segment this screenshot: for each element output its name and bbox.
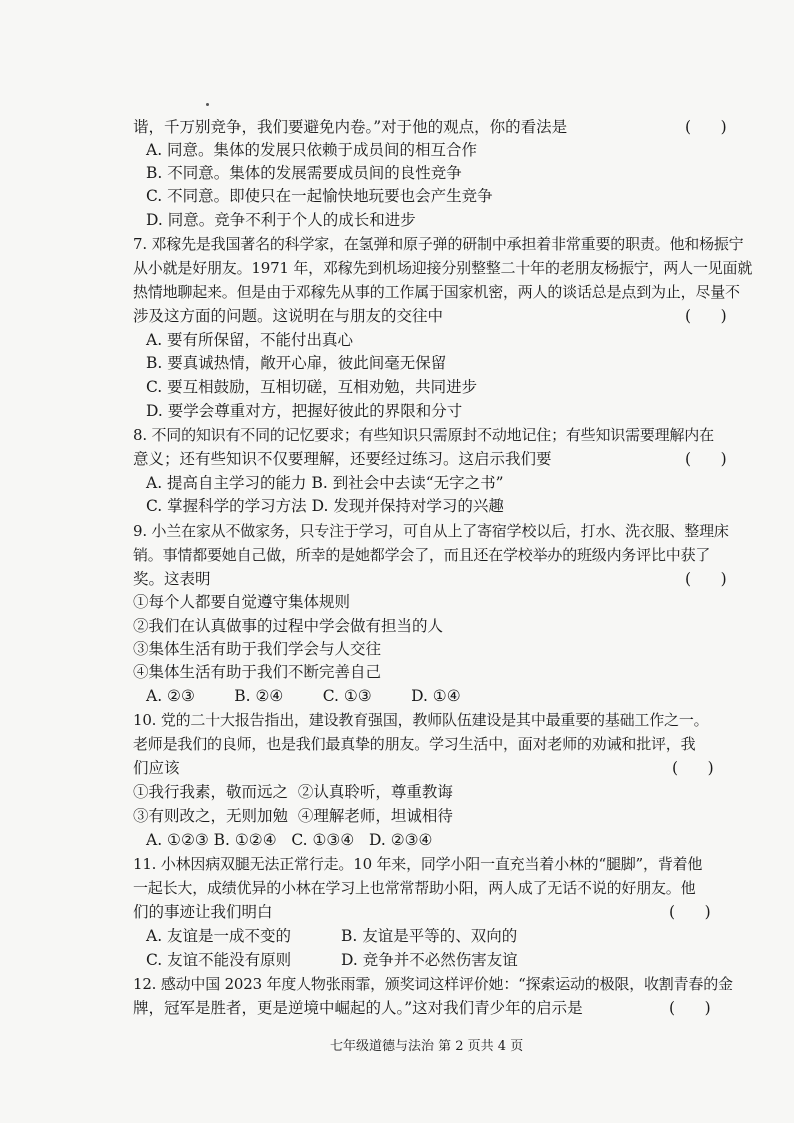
q8-stem-line2: 意义；还有些知识不仅要理解，还要经过练习。这启示我们要 bbox=[133, 450, 552, 468]
q7-option-a: A. 要有所保留，不能付出真心 bbox=[146, 331, 354, 349]
q9-stem-line3: 奖。这表明 bbox=[133, 570, 211, 588]
q8-options-cd: C. 掌握科学的学习方法 D. 发现并保持对学习的兴趣 bbox=[146, 497, 504, 515]
page-footer: 七年级道德与法治 第 2 页共 4 页 bbox=[330, 1039, 524, 1054]
q12-answer-paren: ( ) bbox=[669, 999, 711, 1017]
q12-stem-line1: 12. 感动中国 2023 年度人物张雨霏，颁奖词这样评价她：“探索运动的极限，收割青春的金 bbox=[133, 975, 733, 993]
q11-answer-paren: ( ) bbox=[669, 903, 711, 921]
q9-statement-4: ④集体生活有助于我们不断完善自己 bbox=[133, 663, 382, 681]
q11-option-b: B. 友谊是平等的、双向的 bbox=[341, 927, 518, 945]
q9-statement-3: ③集体生活有助于我们学会与人交往 bbox=[133, 640, 382, 658]
q7-option-d: D. 要学会尊重对方，把握好彼此的界限和分寸 bbox=[146, 402, 463, 420]
q9-stem-line1: 9. 小兰在家从不做家务，只专注于学习，可自从上了寄宿学校以后，打水、洗衣服、整理床 bbox=[133, 522, 729, 540]
q8-stem-line1: 8. 不同的知识有不同的记忆要求；有些知识只需原封不动地记住；有些知识需要理解内在 bbox=[133, 426, 714, 444]
q10-statements-12: ①我行我素，敬而远之 ②认真聆听，尊重教诲 bbox=[133, 783, 453, 801]
q11-option-a: A. 友谊是一成不变的 bbox=[146, 927, 292, 945]
q10-stem-line1: 10. 党的二十大报告指出，建设教育强国，教师队伍建设是其中最重要的基础工作之一。 bbox=[133, 711, 709, 729]
q7-option-c: C. 要互相鼓励，互相切磋，互相劝勉，共同进步 bbox=[146, 378, 478, 396]
scan-speck bbox=[206, 103, 209, 106]
q7-answer-paren: ( ) bbox=[685, 307, 727, 325]
q10-answer-paren: ( ) bbox=[672, 759, 714, 777]
q7-stem-line4: 涉及这方面的问题。这说明在与朋友的交往中 bbox=[133, 307, 444, 325]
q9-stem-line2: 销。事情都要她自己做，所幸的是她都学会了，而且还在学校举办的班级内务评比中获了 bbox=[133, 546, 711, 564]
q9-statement-2: ②我们在认真做事的过程中学会做有担当的人 bbox=[133, 617, 444, 635]
q6-answer-paren: ( ) bbox=[685, 118, 727, 136]
q9-options: A. ②③ B. ②④ C. ①③ D. ①④ bbox=[146, 687, 461, 705]
q10-stem-line2: 老师是我们的良师，也是我们最真挚的朋友。学习生活中，面对老师的劝诫和批评，我 bbox=[133, 735, 696, 753]
q7-option-b: B. 要真诚热情，敞开心扉，彼此间毫无保留 bbox=[146, 354, 447, 372]
q6-stem-tail: 谐，千万别竞争，我们要避免内卷。”对于他的观点，你的看法是 bbox=[133, 118, 568, 136]
q12-stem-line2: 牌，冠军是胜者，更是逆境中崛起的人。”这对我们青少年的启示是 bbox=[133, 999, 583, 1017]
q8-options-ab: A. 提高自主学习的能力 B. 到社会中去读“无字之书” bbox=[146, 474, 504, 492]
q10-statements-34: ③有则改之，无则加勉 ④理解老师，坦诚相待 bbox=[133, 807, 453, 825]
q11-option-d: D. 竞争并不必然伤害友谊 bbox=[341, 951, 518, 969]
q10-options: A. ①②③ B. ①②④ C. ①③④ D. ②③④ bbox=[146, 831, 433, 849]
q7-stem-line3: 热情地聊起来。但是由于邓稼先从事的工作属于国家机密，两人的谈话总是点到为止，尽量不 bbox=[133, 283, 740, 301]
q7-stem-line2: 从小就是好朋友。1971 年，邓稼先到机场迎接分别整整二十年的老朋友杨振宁，两人一见面就 bbox=[133, 259, 753, 277]
q11-stem-line1: 11. 小林因病双腿无法正常行走。10 年来，同学小阳一直充当着小林的“腿脚”，背着他 bbox=[133, 855, 703, 873]
q7-stem-line1: 7. 邓稼先是我国著名的科学家，在氢弹和原子弹的研制中承担着非常重要的职责。他和杨振宁 bbox=[133, 235, 744, 253]
q6-option-c: C. 不同意。即使只在一起愉快地玩要也会产生竞争 bbox=[146, 187, 493, 205]
q6-option-b: B. 不同意。集体的发展需要成员间的良性竞争 bbox=[146, 164, 462, 182]
q8-answer-paren: ( ) bbox=[685, 450, 727, 468]
q9-answer-paren: ( ) bbox=[685, 570, 727, 588]
q11-stem-line3: 们的事迹让我们明白 bbox=[133, 903, 273, 921]
q6-option-a: A. 同意。集体的发展只依赖于成员间的相互合作 bbox=[146, 141, 478, 159]
q6-option-d: D. 同意。竞争不利于个人的成长和进步 bbox=[146, 211, 416, 229]
q11-option-c: C. 友谊不能没有原则 bbox=[146, 951, 292, 969]
q11-stem-line2: 一起长大，成绩优异的小林在学习上也常常帮助小阳，两人成了无话不说的好朋友。他 bbox=[133, 879, 696, 897]
q10-stem-line3: 们应该 bbox=[133, 759, 180, 777]
q9-statement-1: ①每个人都要自觉遵守集体规则 bbox=[133, 593, 351, 611]
